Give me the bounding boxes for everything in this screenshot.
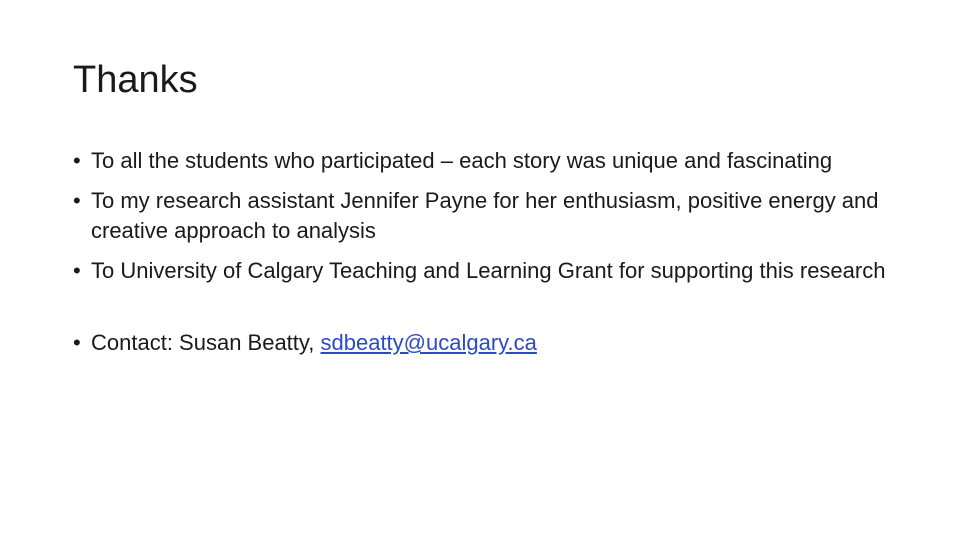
contact-text [91, 328, 893, 358]
bullet-marker: • [73, 148, 81, 173]
contact-prefix: Contact: Susan Beatty, [91, 330, 321, 355]
bullet-item [73, 146, 893, 176]
email-link[interactable]: sdbeatty@ucalgary.ca [320, 330, 537, 355]
bullet-item [73, 256, 893, 286]
bullet-item [73, 186, 893, 246]
bullet-text: To my research assistant Jennifer Payne for her enthusiasm, positive energy and creative approach to analysis [91, 188, 879, 243]
bullet-marker: • [73, 330, 81, 355]
bullet-marker: • [73, 188, 81, 213]
bullet-list [73, 146, 893, 368]
slide-title: Thanks [73, 59, 198, 101]
bullet-text: To all the students who participated – each story was unique and fascinating [91, 148, 833, 173]
bullet-text: To University of Calgary Teaching and Learning Grant for supporting this research [91, 258, 886, 283]
contact-bullet [73, 328, 893, 358]
bullet-marker: • [73, 258, 81, 283]
